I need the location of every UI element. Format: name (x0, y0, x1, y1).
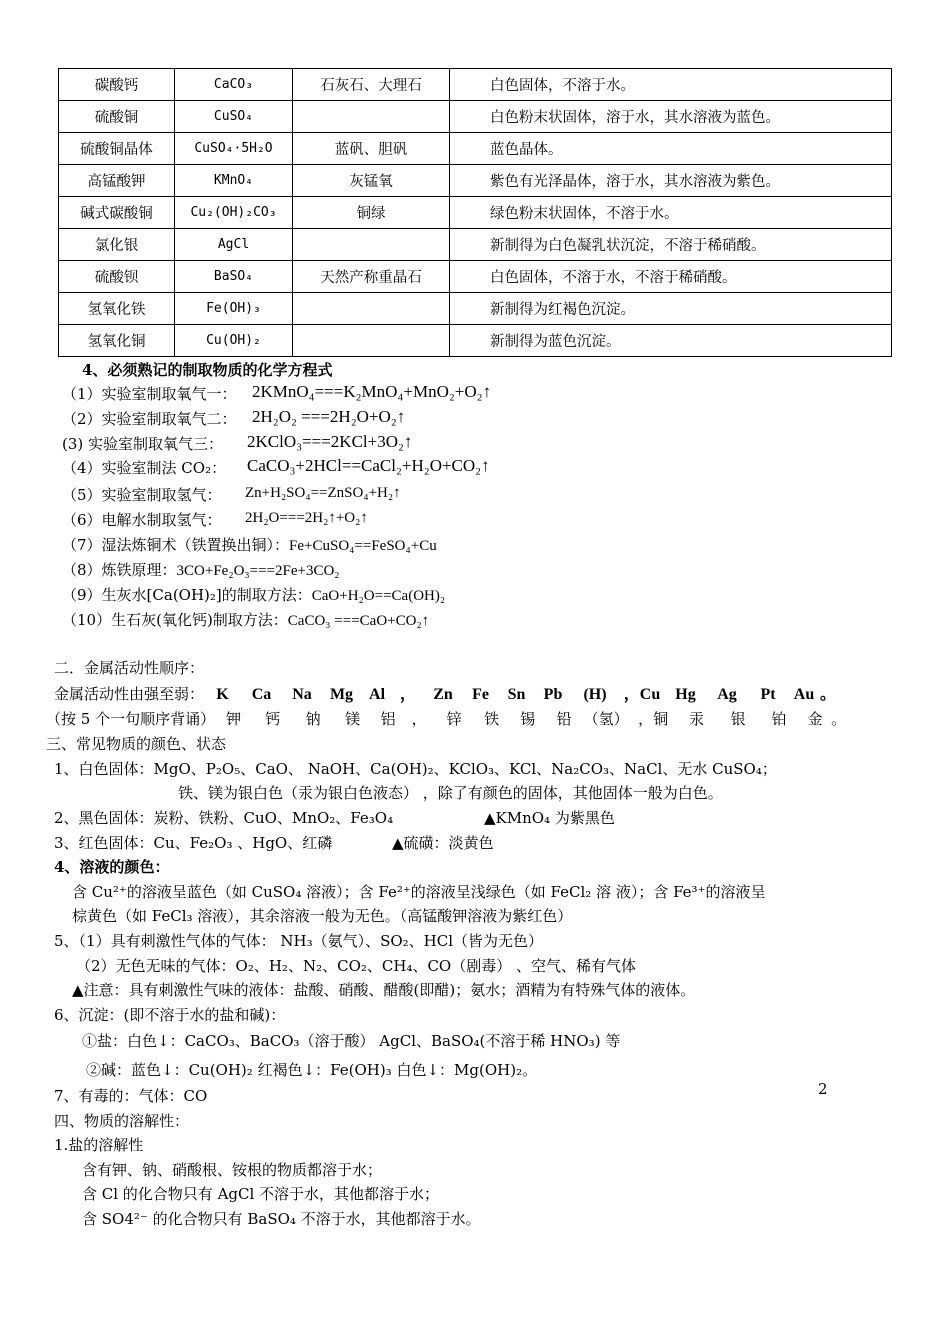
metal-name: 银 (730, 710, 746, 728)
equation: 3CO+Fe₂O₃===2Fe+3CO₂ (176, 563, 340, 579)
cell-formula: Cu(OH)₂ (175, 325, 293, 357)
equation: CaO+H₂O==Ca(OH)₂ (311, 588, 446, 604)
s3-p6b: ②碱：蓝色↓：Cu(OH)₂ 红褐色↓：Fe(OH)₃ 白色↓：Mg(OH)₂。 (86, 1061, 538, 1079)
s3-p6a: ①盐：白色↓：CaCO₃、BaCO₃（溶于酸） AgCl、BaSO₄(不溶于稀 HNO₃) 等 (82, 1032, 621, 1050)
cell-name: 高锰酸钾 (59, 165, 175, 197)
equation-label: （8）炼铁原理： (62, 561, 177, 579)
cell-formula: CuSO₄·5H₂O (175, 133, 293, 165)
s4b-title: 四、物质的溶解性： (54, 1112, 190, 1130)
table-row (59, 229, 892, 261)
metal-name: 镁 (345, 710, 361, 728)
equation-label: （7）湿法炼铜术（铁置换出铜）： (62, 536, 290, 554)
equation-line (62, 560, 340, 581)
cell-common: 灰锰氧 (293, 165, 450, 197)
equation-label: (3) 实验室制取氧气三： (62, 435, 224, 453)
cell-name: 硫酸钡 (59, 261, 175, 293)
metal-name: 钙 (265, 710, 281, 728)
metal-name: 钾 (226, 710, 242, 728)
cell-common (293, 229, 450, 261)
s3-p3: 3、红色固体：Cu、Fe₂O₃ 、HgO、红磷 (54, 834, 333, 852)
cell-props: 新制得为白色凝乳状沉淀，不溶于稀硝酸。 (450, 229, 892, 261)
cell-common (293, 293, 450, 325)
table-row (59, 69, 892, 101)
equation-line (62, 585, 445, 606)
cell-props: 蓝色晶体。 (450, 133, 892, 165)
cell-common (293, 325, 450, 357)
s3-p2b: ▲KMnO₄ 为紫黑色 (484, 809, 615, 827)
metal-name: 锡 (520, 710, 536, 728)
cell-formula: KMnO₄ (175, 165, 293, 197)
cell-name: 硫酸铜 (59, 101, 175, 133)
metal-symbol: Zn (433, 686, 453, 703)
s3-p4a: 含 Cu²⁺的溶液呈蓝色（如 CuSO₄ 溶液）；含 Fe²⁺的溶液呈浅绿色（如 FeCl₂ 溶 液）；含 Fe³⁺的溶液呈 (72, 883, 766, 901)
cell-name: 硫酸铜晶体 (59, 133, 175, 165)
metal-name: （氢） (583, 710, 629, 728)
metal-symbol: Sn (507, 686, 526, 703)
s3-p5: 5、（1）具有刺激性气体的气体： NH₃（氨气）、SO₂、HCl（皆为无色） (54, 932, 544, 950)
metal-name: 。 (831, 710, 847, 728)
s3-title: 三、常见物质的颜色、状态 (46, 735, 227, 753)
equation: Zn+H₂SO₄==ZnSO₄+H₂↑ (245, 485, 401, 501)
page-number: 2 (818, 1080, 828, 1098)
cell-formula: Fe(OH)₃ (175, 293, 293, 325)
cell-props: 新制得为红褐色沉淀。 (450, 293, 892, 325)
table-row (59, 261, 892, 293)
metal-name: 铅 (556, 710, 572, 728)
s3-p4: 4、溶液的颜色： (54, 858, 170, 876)
cell-common: 石灰石、大理石 (293, 69, 450, 101)
cell-props: 绿色粉末状固体，不溶于水。 (450, 197, 892, 229)
s4b-l2: 含 Cl 的化合物只有 AgCl 不溶于水，其他都溶于水； (82, 1185, 440, 1203)
equation-label: （2）实验室制取氧气二： (62, 410, 237, 428)
s3-p7: 7、有毒的：气体：CO (54, 1087, 208, 1105)
metal-symbol: Al (369, 686, 386, 703)
equation-line (62, 535, 437, 556)
table-row (59, 293, 892, 325)
cell-formula: CuSO₄ (175, 101, 293, 133)
metal-symbol: 。 (820, 686, 837, 703)
equation-line (62, 610, 429, 631)
equation: Fe+CuSO₄==FeSO₄+Cu (289, 538, 437, 554)
metal-name: ， (411, 710, 427, 728)
equation: 2KClO₃===2KCl+3O₂↑ (247, 432, 413, 451)
cell-common: 蓝矾、胆矾 (293, 133, 450, 165)
cell-props: 白色固体，不溶于水。 (450, 69, 892, 101)
metal-symbol: ， (400, 686, 417, 703)
equation-label: （1）实验室制取氧气一： (62, 385, 237, 403)
cell-name: 氯化银 (59, 229, 175, 261)
cell-formula: CaCO₃ (175, 69, 293, 101)
equation-label: （10）生石灰(氧化钙)制取方法： (62, 611, 288, 629)
cell-formula: Cu₂(OH)₂CO₃ (175, 197, 293, 229)
cell-props: 白色固体，不溶于水，不溶于稀硝酸。 (450, 261, 892, 293)
s3-p5c: ▲注意：具有刺激性气味的液体：盐酸、硝酸、醋酸(即醋)；氨水；酒精为有特殊气体的液体。 (72, 981, 696, 999)
s4b-l1: 含有钾、钠、硝酸根、铵根的物质都溶于水； (82, 1161, 383, 1179)
s3-p6: 6、沉淀：(即不溶于水的盐和碱)： (54, 1006, 286, 1024)
equation: CaCO₃ ===CaO+CO₂↑ (287, 613, 430, 629)
equation: 2H₂O===2H₂↑+O₂↑ (245, 510, 368, 526)
cell-props: 白色粉末状固体，溶于水，其水溶液为蓝色。 (450, 101, 892, 133)
cell-formula: BaSO₄ (175, 261, 293, 293)
metal-symbol: Pt (760, 686, 776, 703)
metal-activity-line (54, 684, 837, 705)
metal-name: ，铜 (638, 710, 669, 728)
cell-common (293, 101, 450, 133)
metal-activity-label: 金属活动性由强至弱： (54, 685, 205, 703)
cell-name: 碳酸钙 (59, 69, 175, 101)
metal-name: 铂 (771, 710, 787, 728)
s3-p5b: （2）无色无味的气体：O₂、H₂、N₂、CO₂、CH₄、CO（剧毒） 、空气、稀有气体 (76, 957, 636, 975)
cell-props: 紫色有光泽晶体，溶于水，其水溶液为紫色。 (450, 165, 892, 197)
cell-common: 天然产称重晶石 (293, 261, 450, 293)
metal-name: 锌 (446, 710, 462, 728)
cell-name: 氢氧化铜 (59, 325, 175, 357)
equation: 2KMnO₄===K₂MnO₄+MnO₂+O₂↑ (252, 382, 492, 401)
s4b-sub: 1.盐的溶解性 (54, 1136, 144, 1154)
table-row (59, 133, 892, 165)
s4-title: 4、必须熟记的制取物质的化学方程式 (82, 361, 333, 379)
cell-formula: AgCl (175, 229, 293, 261)
metal-symbol: K (216, 686, 229, 703)
equation-label: （9）生灰水[Ca(OH)₂]的制取方法： (62, 586, 312, 604)
equation-label: （5）实验室制取氢气： (62, 486, 222, 504)
s2-title: 二．金属活动性顺序： (54, 659, 205, 677)
s3-p1: 1、白色固体：MgO、P₂O₅、CaO、 NaOH、Ca(OH)₂、KClO₃、KCl、Na₂CO₃、NaCl、无水 CuSO₄； (54, 760, 777, 778)
equation-label: （6）电解水制取氢气： (62, 511, 222, 529)
equation: CaCO₃+2HCl==CaCl₂+H₂O+CO₂↑ (247, 456, 490, 475)
metal-symbol: Pb (543, 686, 563, 703)
metal-symbol: Ag (717, 686, 737, 703)
metal-name: 钠 (305, 710, 321, 728)
table-row (59, 325, 892, 357)
table-row (59, 101, 892, 133)
equation-label: （4）实验室制法 CO₂： (62, 459, 227, 477)
metal-symbol: Au (793, 686, 815, 703)
s3-p3b: ▲硫磺：淡黄色 (392, 834, 494, 852)
cell-common: 铜绿 (293, 197, 450, 229)
table-row (59, 165, 892, 197)
metal-name: 铁 (484, 710, 500, 728)
metal-name: 汞 (689, 710, 705, 728)
metal-symbol: (H) (583, 686, 607, 703)
metal-symbol: Hg (675, 686, 696, 703)
cell-props: 新制得为蓝色沉淀。 (450, 325, 892, 357)
metal-symbol: Na (292, 686, 312, 703)
metal-name: 金 (807, 710, 823, 728)
metal-symbol: ，Cu (623, 686, 661, 703)
substance-table (58, 68, 892, 357)
metal-names-label: （按 5 个一句顺序背诵） (46, 710, 216, 728)
cell-name: 碱式碳酸铜 (59, 197, 175, 229)
s4b-l3: 含 SO4²⁻ 的化合物只有 BaSO₄ 不溶于水，其他都溶于水。 (82, 1210, 481, 1228)
metal-names-line (46, 709, 845, 729)
metal-symbol: Mg (329, 686, 354, 703)
cell-name: 氢氧化铁 (59, 293, 175, 325)
metal-symbol: Fe (472, 686, 489, 703)
s3-p2: 2、黑色固体：炭粉、铁粉、CuO、MnO₂、Fe₃O₄ (54, 809, 394, 827)
metal-symbol: Ca (251, 686, 272, 703)
table-row (59, 197, 892, 229)
equation: 2H₂O₂ ===2H₂O+O₂↑ (252, 407, 406, 426)
s3-p1b: 铁、镁为银白色（汞为银白色液态） ，除了有颜色的固体，其他固体一般为白色。 (178, 784, 723, 802)
metal-name: 铝 (380, 710, 396, 728)
s3-p4b: 棕黄色（如 FeCl₃ 溶液），其余溶液一般为无色。（高锰酸钾溶液为紫红色） (72, 907, 573, 925)
